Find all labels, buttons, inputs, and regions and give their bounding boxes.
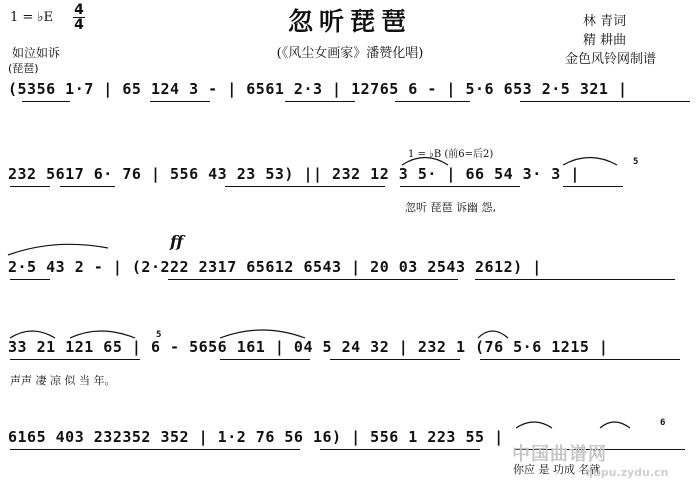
slur	[8, 244, 108, 255]
underline	[10, 449, 300, 450]
transcriber-credit: 金色风铃网制谱	[565, 52, 657, 67]
slur	[70, 331, 135, 338]
score-row-3: 2·5 43 2 - | (2·222 2317 65612 6543 | 20 03 2543 2612) |	[8, 258, 542, 276]
score-row-5: 6165 403 232352 352 | 1·2 76 56 16) | 556 1 223 55 |	[8, 428, 504, 446]
score-row-4: 33 21 121 65 | 6 - 5656 161 | 04 5 24 32 | 232 1 (76 5·6 1215 |	[8, 338, 609, 356]
slur	[516, 422, 552, 428]
slur	[600, 422, 630, 428]
page-title: 忽听琵琶	[287, 7, 412, 36]
underline	[10, 279, 50, 280]
score-row-1: (5356 1·7 | 65 124 3 - | 6561 2·3 | 12765 6 - | 5·6 653 2·5 321 |	[8, 80, 628, 98]
time-signature-top: 4	[74, 2, 84, 18]
underline	[330, 359, 460, 360]
slur	[563, 158, 617, 166]
underline	[220, 359, 310, 360]
underline	[10, 186, 50, 187]
underline	[563, 186, 623, 187]
underline	[225, 186, 385, 187]
grace-note: 5	[156, 330, 162, 340]
underline	[22, 101, 70, 102]
instrument-label: (琵琶)	[8, 62, 39, 75]
lyrics-row-5: 你应 是 功成 名就	[513, 463, 601, 476]
modulation-marking: 1 = ♭B (前6=后2)	[408, 149, 494, 160]
key-signature: 1 = ♭E	[10, 10, 54, 25]
watermark-site-name: 中国曲谱网	[512, 444, 607, 465]
underline	[10, 359, 140, 360]
underline	[480, 359, 680, 360]
underline	[60, 186, 115, 187]
time-signature-bottom: 4	[74, 17, 84, 33]
lyricist-credit: 林 青词	[583, 14, 627, 29]
slur	[220, 330, 305, 338]
underline	[168, 279, 458, 280]
slur	[478, 331, 508, 338]
underline	[400, 186, 520, 187]
performance-mood: 如泣如诉	[12, 46, 61, 60]
score-row-2: 232 5617 6· 76 | 556 43 23 53) || 232 12 3 5· | 66 54 3· 3 |	[8, 165, 580, 183]
composer-credit: 精 耕曲	[583, 33, 627, 48]
slur	[10, 331, 55, 338]
lyrics-row-2: 忽听 琵琶 诉幽 怨,	[405, 201, 496, 214]
underline	[320, 449, 480, 450]
underline	[285, 101, 355, 102]
underline	[395, 101, 470, 102]
watermark-site-url: qupu.zydu.cn	[585, 466, 669, 479]
grace-note: 6	[660, 418, 666, 428]
page-subtitle: (《风尘女画家》潘赞化唱)	[276, 46, 424, 61]
underline	[475, 279, 675, 280]
dynamic-marking: ff	[170, 232, 184, 251]
underline	[150, 101, 210, 102]
grace-note: 5	[633, 157, 639, 167]
underline	[520, 101, 690, 102]
lyrics-row-4: 声声 凄 凉 似 当 年。	[10, 374, 116, 387]
